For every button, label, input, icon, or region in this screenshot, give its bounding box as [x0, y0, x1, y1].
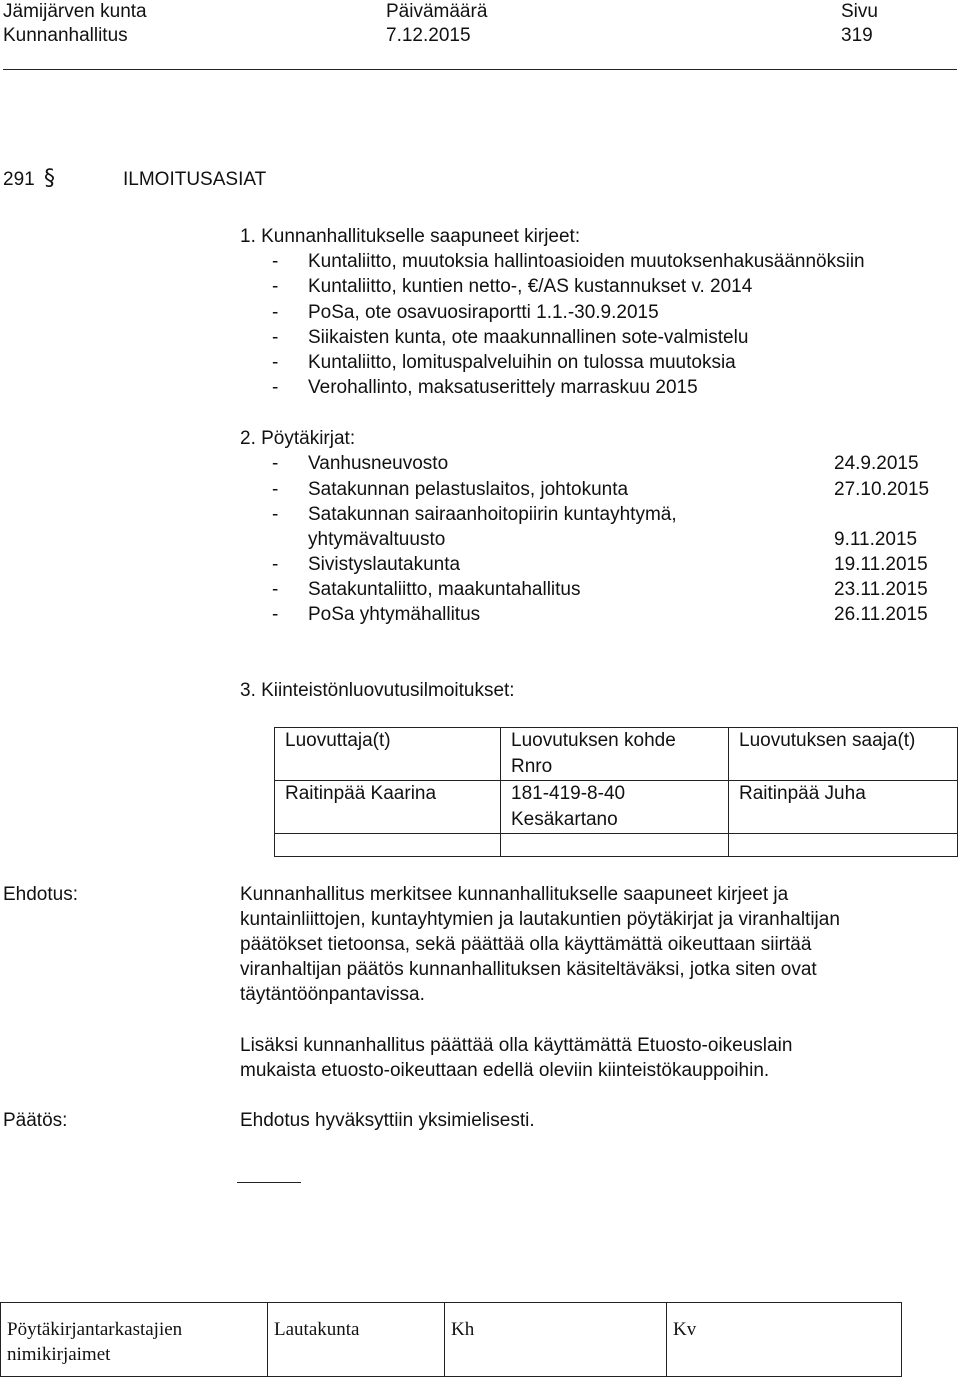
minutes-row: - Sivistyslautakunta: [272, 554, 461, 575]
minutes-row: - Satakunnan pelastuslaitos, johtokunta: [272, 479, 629, 500]
minutes-row: - Satakunnan sairaanhoitopiirin kuntayhtymä,: [272, 504, 677, 525]
minutes-date: 27.10.2015: [834, 479, 930, 500]
proposal-line: mukaista etuosto-oikeuttaan edellä oleviin kiinteistökauppoihin.: [240, 1060, 770, 1081]
proposal-line: kuntainliittojen, kuntayhtymien ja lautakuntien pöytäkirjat ja viranhaltijan: [240, 909, 840, 930]
minutes-row: - PoSa yhtymähallitus: [272, 604, 481, 625]
table-cell-buyer: Raitinpää Juha: [729, 781, 958, 834]
table-cell-seller: Raitinpää Kaarina: [275, 781, 501, 834]
item2-heading: 2. Pöytäkirjat:: [240, 428, 356, 449]
proposal-label: Ehdotus:: [3, 884, 78, 905]
list-item: - Kuntaliitto, kuntien netto-, €/AS kustannukset v. 2014: [272, 276, 753, 297]
list-item: - Siikaisten kunta, ote maakunnallinen sote-valmistelu: [272, 327, 749, 348]
header-org: Jämijärven kunta: [3, 1, 147, 22]
minutes-date: 24.9.2015: [834, 453, 919, 474]
decision-label: Päätös:: [3, 1110, 68, 1131]
minutes-date: 26.11.2015: [834, 604, 928, 625]
table-row-empty: [275, 834, 958, 857]
minutes-date: 9.11.2015: [834, 529, 918, 550]
header-date-label: Päivämäärä: [386, 1, 488, 22]
footer-kv: Kv: [667, 1303, 902, 1377]
table-row: [275, 781, 958, 834]
proposal-line: päätökset tietoonsa, sekä päättää olla käyttämättä oikeuttaan siirtää: [240, 934, 812, 955]
table-header-property: Luovutuksen kohde Rnro: [501, 728, 729, 781]
minutes-row-continued: yhtymävaltuusto: [308, 529, 446, 550]
proposal-line: viranhaltijan päätös kunnanhallituksen käsiteltäväksi, jotka siten ovat: [240, 959, 817, 980]
minutes-date: 23.11.2015: [834, 579, 928, 600]
property-transfer-table: [274, 727, 958, 857]
section-mark: §: [44, 166, 55, 191]
minutes-date: 19.11.2015: [834, 554, 928, 575]
header-divider: [3, 69, 957, 70]
list-item: - Kuntaliitto, lomituspalveluihin on tulossa muutoksia: [272, 352, 736, 373]
header-body: Kunnanhallitus: [3, 25, 128, 46]
footer-table: [0, 1302, 902, 1377]
footer-board: Lautakunta: [268, 1303, 445, 1377]
proposal-line: Lisäksi kunnanhallitus päättää olla käyttämättä Etuosto-oikeuslain: [240, 1035, 793, 1056]
table-cell-property: 181-419-8-40 Kesäkartano: [501, 781, 729, 834]
section-number: 291: [3, 169, 35, 190]
minutes-row: - Vanhusneuvosto: [272, 453, 449, 474]
section-title: ILMOITUSASIAT: [123, 169, 267, 190]
signature-line: [237, 1182, 301, 1183]
decision-text: Ehdotus hyväksyttiin yksimielisesti.: [240, 1110, 535, 1131]
proposal-line: täytäntöönpantavissa.: [240, 984, 425, 1005]
header-page-number: 319: [841, 25, 873, 46]
minutes-row: - Satakuntaliitto, maakuntahallitus: [272, 579, 581, 600]
footer-initials-label: Pöytäkirjantarkastajien nimikirjaimet: [1, 1303, 268, 1377]
table-header-buyer: Luovutuksen saaja(t): [729, 728, 958, 781]
header-page-label: Sivu: [841, 1, 878, 22]
header-date: 7.12.2015: [386, 25, 471, 46]
list-item: - Verohallinto, maksatuserittely marraskuu 2015: [272, 377, 698, 398]
table-header-seller: Luovuttaja(t): [275, 728, 501, 781]
table-header-row: [275, 728, 958, 781]
item3-heading: 3. Kiinteistönluovutusilmoitukset:: [240, 680, 515, 701]
item1-heading: 1. Kunnanhallitukselle saapuneet kirjeet:: [240, 226, 581, 247]
proposal-line: Kunnanhallitus merkitsee kunnanhallitukselle saapuneet kirjeet ja: [240, 884, 789, 905]
list-item: - PoSa, ote osavuosiraportti 1.1.-30.9.2015: [272, 302, 659, 323]
footer-kh: Kh: [445, 1303, 667, 1377]
list-item: - Kuntaliitto, muutoksia hallintoasioiden muutoksenhakusäännöksiin: [272, 251, 865, 272]
